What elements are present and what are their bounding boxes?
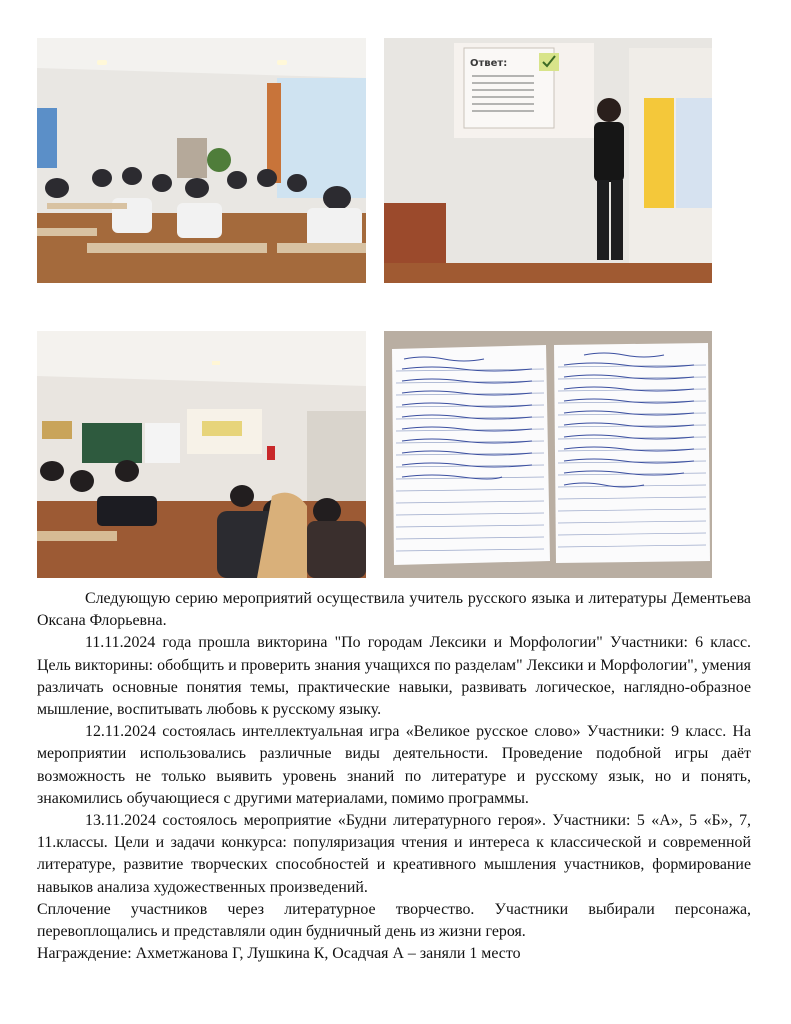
paragraph-intro: Следующую серию мероприятий осуществила учитель русского языка и литературы Дементьева Оксана Флорьевна. [37, 590, 751, 630]
classroom-students-writing-photo [37, 38, 366, 283]
student-presenting-answer-slide-photo [384, 38, 712, 283]
paragraph-event: 13.11.2024 состоялось мероприятие «Будни литературного героя». Участники: 5 «А», 5 «Б», 7, 11.классы. Цели и задачи конкурса: популяризация чтения и интереса к классической и современной литературе, развитие творческих способностей и креативного мышления участников, формирование навыков анализа художественных произведений. [37, 812, 751, 896]
paragraph-quiz: 11.11.2024 года прошла викторина "По городам Лексики и Морфологии" Участники: 6 класс. Цель викторины: обобщить и проверить знания учащихся по разделам" Лексики и Морфологии", умения различать основные понятия темы, практические навыки, развивать логическое, наглядно-образное мышление, воспитывать любовь к русскому языку. [37, 634, 751, 719]
paragraph-awards: Награждение: Ахметжанова Г, Лушкина К, Осадчая А – заняли 1 место [37, 945, 521, 963]
paragraph-cohesion: Сплочение участников через литературное творчество. Участники выбирали персонажа, перевоплощались и представляли один будничный день из жизни героя. [37, 900, 751, 941]
classroom-projector-event-photo [37, 331, 366, 578]
handwritten-essays-photo [384, 331, 712, 578]
paragraph-game: 12.11.2024 состоялась интеллектуальная игра «Великое русское слово» Участники: 9 класс. На мероприятии использовались различные виды деятельности. Проведение подобной игры даёт возможность не только выявить уровень знаний по литературе и русскому язык, но и понять, знакомились обучающиеся с другими материалами, помимо программы. [37, 723, 751, 807]
report-text [37, 588, 751, 965]
slide-title: Ответ: [470, 58, 508, 69]
